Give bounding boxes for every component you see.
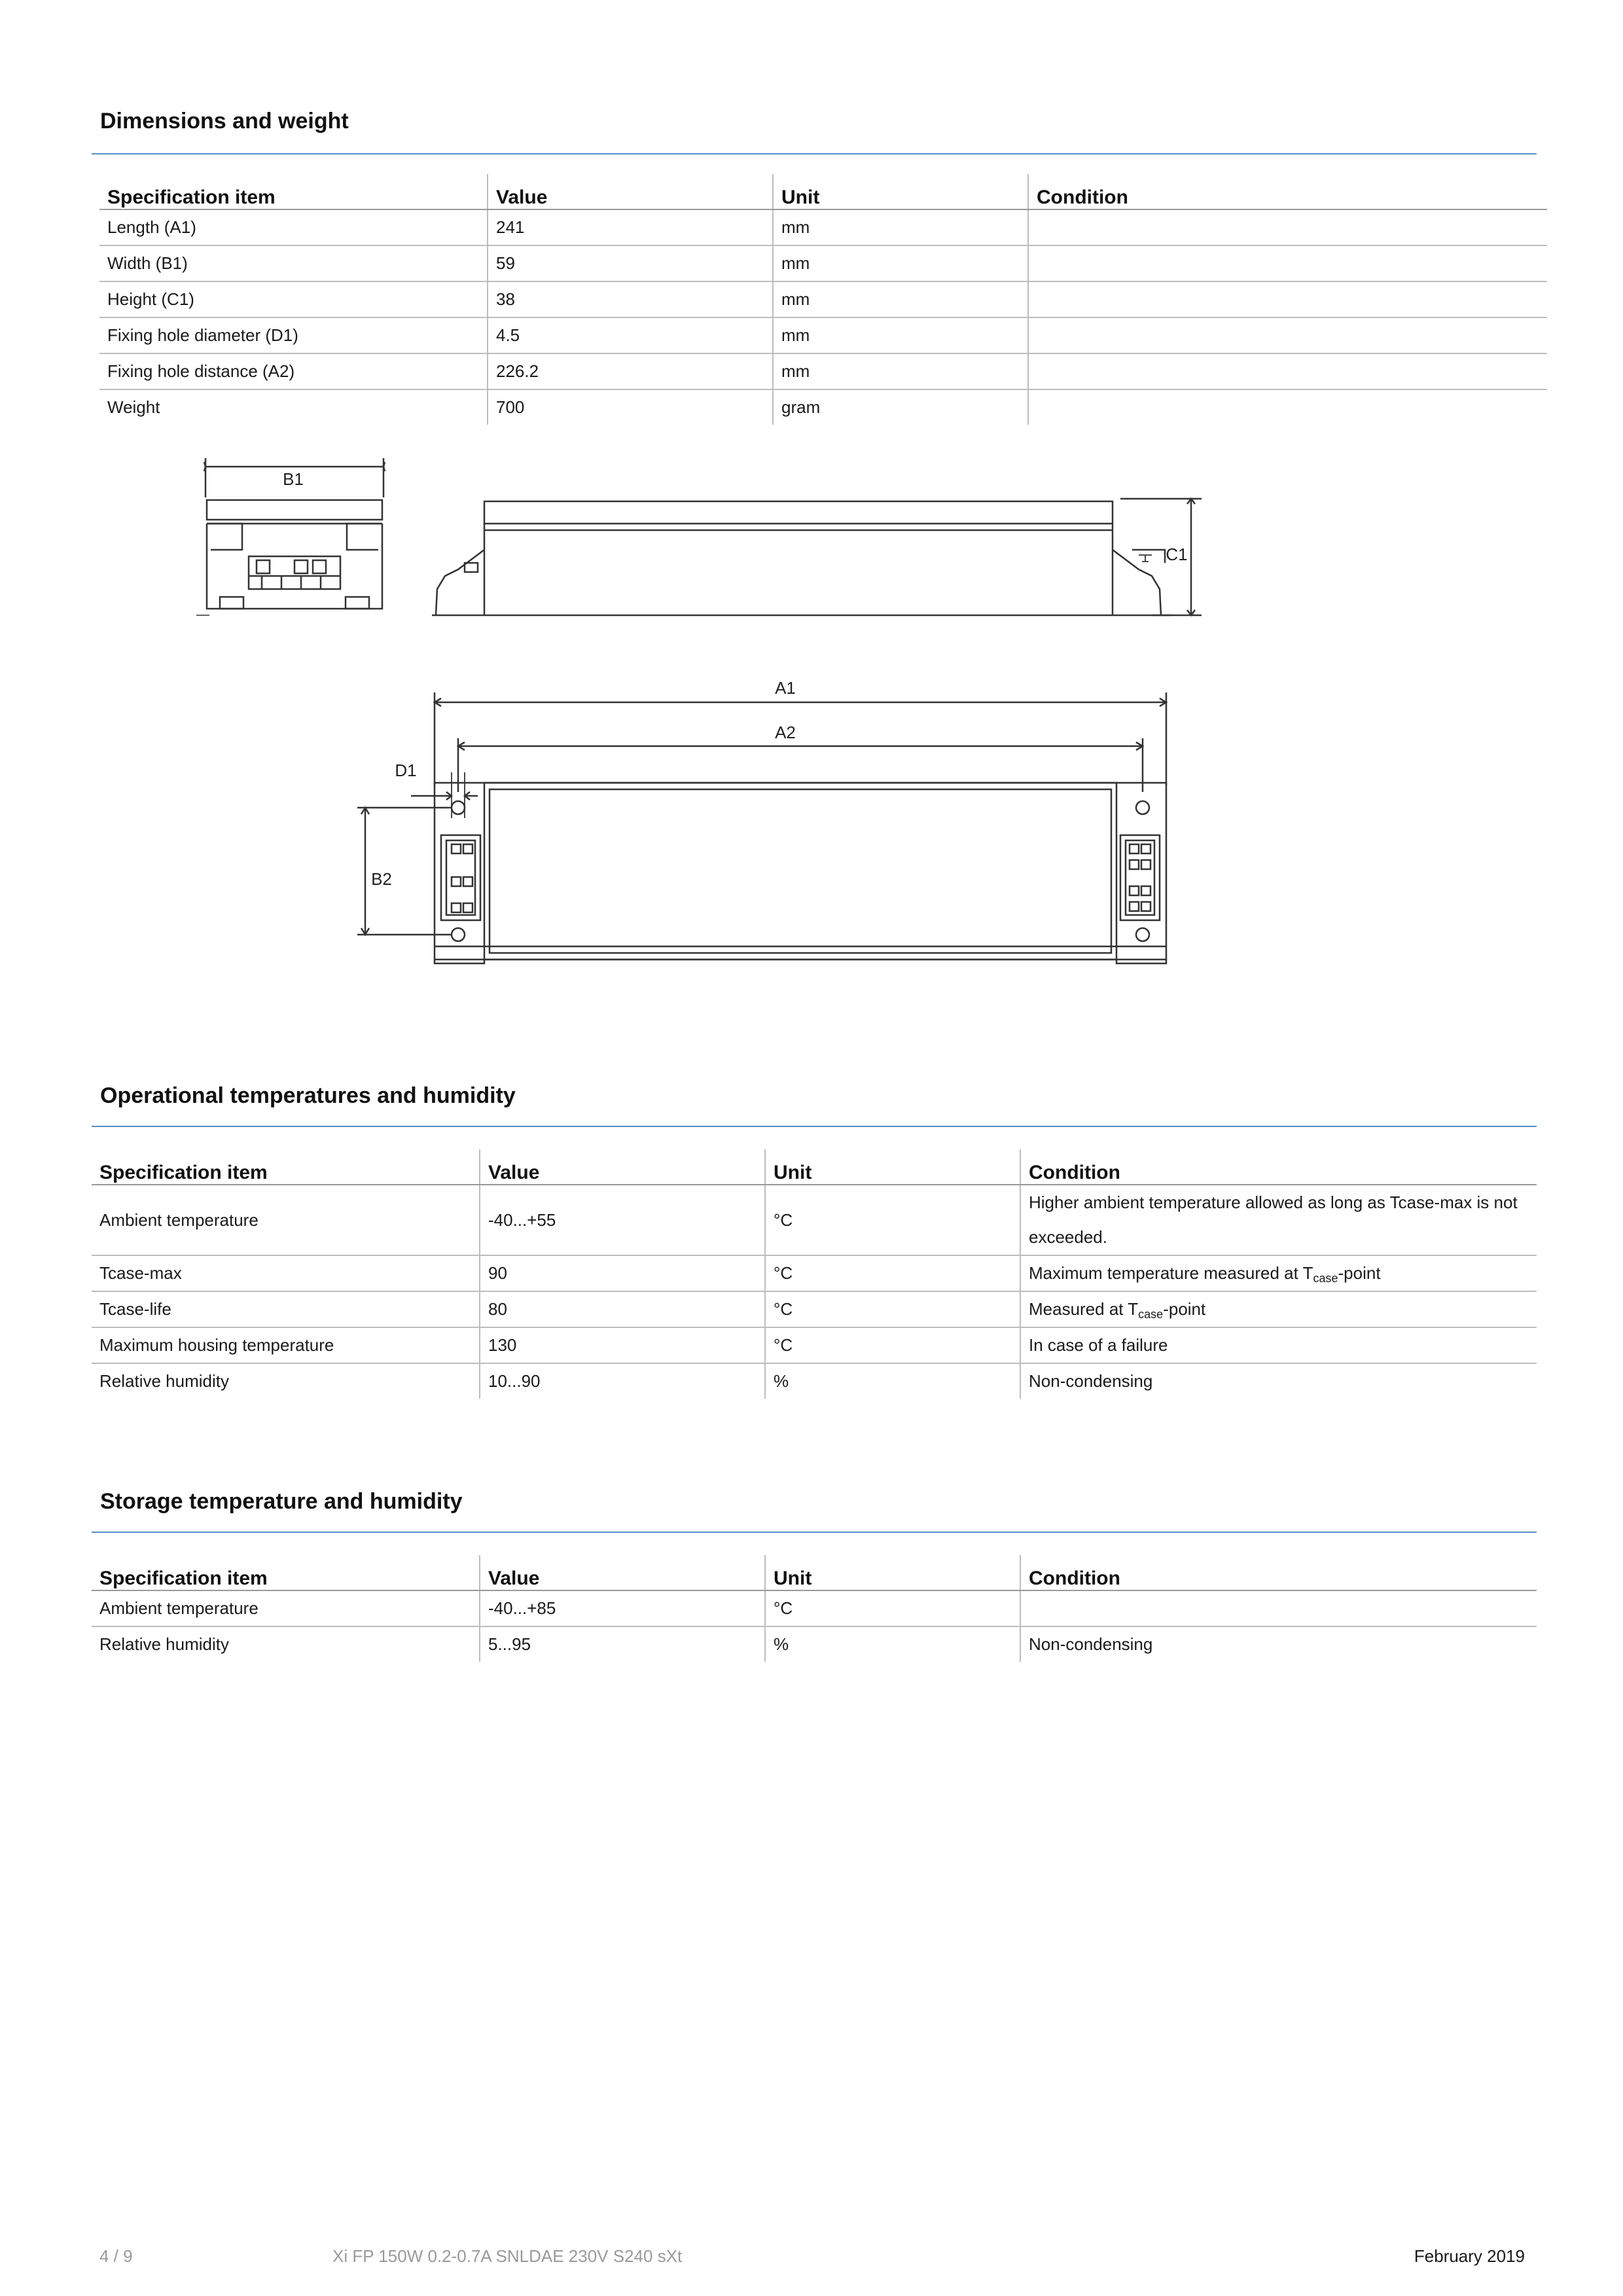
table-cell: 10...90: [480, 1363, 765, 1399]
dimension-drawing: [0, 0, 1623, 1021]
table-cell: 241: [488, 209, 773, 245]
table-cell: 38: [488, 281, 773, 317]
table-cell: °C: [765, 1255, 1020, 1291]
table-cell: Higher ambient temperature allowed as long as Tcase-max is not exceeded.: [1020, 1185, 1537, 1255]
section-title-operational: Operational temperatures and humidity: [100, 1083, 516, 1108]
operational-table: [92, 1149, 1537, 1399]
section-rule: [92, 1532, 1537, 1533]
table-cell: 5...95: [480, 1626, 765, 1662]
column-header: Specification item: [92, 1555, 480, 1590]
label-b1: B1: [283, 469, 304, 489]
side-view-drawing: [432, 499, 1202, 615]
table-cell: Non-condensing: [1020, 1626, 1537, 1662]
section-rule: [92, 1126, 1537, 1127]
table-row: [92, 1363, 1537, 1399]
footer-product-name: Xi FP 150W 0.2-0.7A SNLDAE 230V S240 sXt: [332, 2246, 683, 2266]
table-cell: Relative humidity: [99, 1371, 229, 1391]
column-header: Unit: [765, 1555, 1020, 1590]
table-row: [92, 1255, 1537, 1291]
table-cell: mm: [773, 245, 1028, 281]
table-cell: mm: [773, 317, 1028, 353]
table-row: [92, 1327, 1537, 1363]
table-cell: Ambient temperature: [92, 1590, 480, 1626]
table-cell: 59: [488, 245, 773, 281]
label-d1: D1: [395, 761, 417, 780]
table-cell: %: [765, 1626, 1020, 1662]
table-row: [92, 1626, 1537, 1662]
section-title-storage: Storage temperature and humidity: [100, 1489, 463, 1514]
table-row: [92, 1185, 1537, 1255]
table-cell: Width (B1): [99, 245, 488, 281]
column-header: Unit: [765, 1149, 1020, 1185]
storage-table: [92, 1555, 1537, 1662]
table-cell: 226.2: [488, 353, 773, 389]
column-header: Specification item: [99, 174, 488, 209]
column-header: Specification item: [92, 1149, 480, 1185]
label-b2: B2: [371, 869, 392, 889]
table-cell: °C: [765, 1590, 1020, 1626]
table-cell: -40...+85: [480, 1590, 765, 1626]
column-header: Value: [488, 174, 773, 209]
table-cell: Maximum housing temperature: [92, 1327, 480, 1363]
table-cell: mm: [773, 209, 1028, 245]
table-cell: [1020, 1590, 1537, 1626]
column-header: Value: [480, 1149, 765, 1185]
table-cell: Length (A1): [99, 209, 488, 245]
table-cell: In case of a failure: [1020, 1327, 1537, 1363]
table-cell: Weight: [107, 397, 160, 417]
table-cell: Ambient temperature: [92, 1185, 480, 1255]
table-cell: Measured at $T_{case}$-point: [1020, 1291, 1537, 1327]
table-cell: 80: [480, 1291, 765, 1327]
footer-date: February 2019: [1414, 2246, 1525, 2266]
table-cell: Fixing hole diameter (D1): [99, 317, 488, 353]
table-cell: °C: [765, 1327, 1020, 1363]
table-cell: Maximum temperature measured at $T_{case}$-point: [1020, 1255, 1537, 1291]
label-a2: A2: [775, 723, 796, 742]
table-cell: 4.5: [488, 317, 773, 353]
table-cell: Fixing hole distance (A2): [99, 353, 488, 389]
table-cell: mm: [773, 353, 1028, 389]
table-cell: 130: [480, 1327, 765, 1363]
table-cell: Tcase-max: [92, 1255, 480, 1291]
table-cell: gram: [773, 389, 1028, 425]
table-cell: °C: [765, 1185, 1020, 1255]
table-cell: mm: [773, 281, 1028, 317]
label-a1: A1: [775, 678, 796, 698]
table-cell: Tcase-life: [92, 1291, 480, 1327]
top-view-drawing: [357, 692, 1166, 963]
column-header: Condition: [1020, 1149, 1537, 1185]
column-header: Condition: [1020, 1555, 1537, 1590]
table-cell: -40...+55: [480, 1185, 765, 1255]
table-cell: 90: [480, 1255, 765, 1291]
column-header: Condition: [1028, 174, 1547, 209]
table-cell: 700: [488, 389, 773, 425]
footer-page-number: 4 / 9: [99, 2246, 133, 2266]
table-cell: °C: [765, 1291, 1020, 1327]
label-c1: C1: [1166, 545, 1188, 564]
column-header: Unit: [773, 174, 1028, 209]
section-title-dimensions: Dimensions and weight: [100, 109, 349, 134]
table-row: [92, 1590, 1537, 1626]
table-cell: %: [765, 1363, 1020, 1399]
table-row: [92, 1291, 1537, 1327]
table-cell: Relative humidity: [99, 1634, 229, 1654]
table-cell: Height (C1): [99, 281, 488, 317]
table-cell: Non-condensing: [1020, 1363, 1537, 1399]
column-header: Value: [480, 1555, 765, 1590]
